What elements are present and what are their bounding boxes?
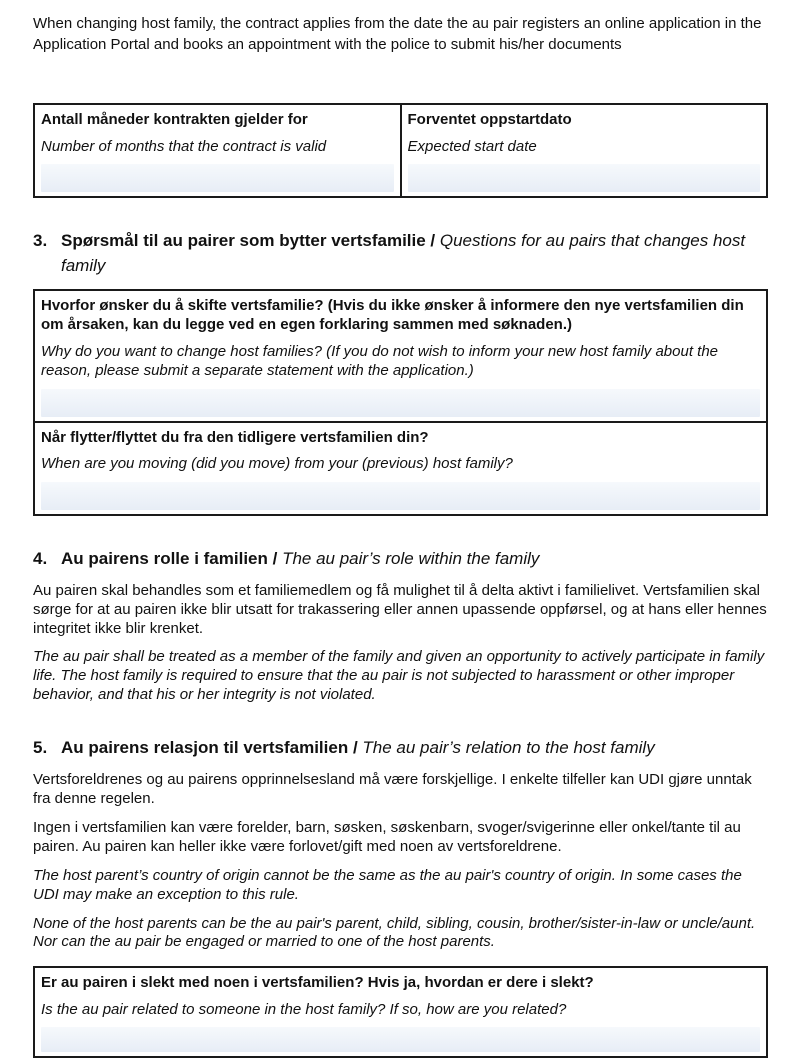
move-date-input[interactable] xyxy=(41,482,760,510)
related-question-en: Is the au pair related to someone in the host family? If so, how are you related? xyxy=(41,1000,567,1018)
section-5-number: 5. xyxy=(33,738,48,758)
contract-months-cell xyxy=(34,104,401,197)
section-4-number: 4. xyxy=(33,548,48,568)
section-3-title-separator: / xyxy=(425,231,440,251)
start-date-cell xyxy=(401,104,768,197)
start-date-label-no: Forventet oppstartdato xyxy=(407,111,572,129)
section-3-question-table xyxy=(33,289,768,516)
section-4-title-separator: / xyxy=(267,548,283,568)
section-5-paragraph-1-en: The host parent’s country of origin cannot be the same as the au pair's country of origin. In some cases the UDI may make an exception to this rule. xyxy=(33,866,742,903)
section-4-heading xyxy=(33,547,768,571)
intro-paragraph: When changing host family, the contract applies from the date the au pair registers an online application in the Application Portal and books an appointment with the police to submit his/her documents xyxy=(33,15,762,53)
move-date-question-row xyxy=(34,422,767,515)
section-4-title xyxy=(61,547,768,571)
section-5-question-table xyxy=(33,966,768,1058)
contract-months-input[interactable] xyxy=(41,164,394,192)
section-4-paragraph-en: The au pair shall be treated as a member of the family and given an opportunity to actively participate in family life. The host family is required to ensure that the au pair is not subjected to harassment or other improper behavior, and that his or her integrity is not violated. xyxy=(33,648,765,704)
related-question-row xyxy=(34,967,767,1057)
section-5-paragraph-2-en: None of the host parents can be the au pair's parent, child, sibling, cousin, brother/sister-in-law or uncle/aunt. Nor can the au pair be engaged or married to one of the host parents. xyxy=(33,914,756,951)
start-date-input[interactable] xyxy=(408,164,761,192)
contract-months-label-no: Antall måneder kontrakten gjelder for xyxy=(41,111,308,129)
change-family-question-row xyxy=(34,290,767,422)
change-family-question-en: Why do you want to change host families? (If you do not wish to inform your new host family about the reason, please submit a separate statement with the application.) xyxy=(41,342,719,380)
section-3-title xyxy=(61,229,768,277)
section-3-number: 3. xyxy=(33,231,48,251)
section-3-title-no: Spørsmål til au pairer som bytter vertsfamilie xyxy=(61,231,426,251)
section-5-paragraph-2-no: Ingen i vertsfamilien kan være forelder, barn, søsken, søskenbarn, svoger/svigerinne eller onkel/tante til au pairen. Au pairen kan heller ikke være forlovet/gift med noen av vertsforeldrene. xyxy=(33,819,741,855)
change-family-reason-input[interactable] xyxy=(41,389,760,417)
contract-duration-table xyxy=(33,103,768,198)
change-family-question-no: Hvorfor ønsker du å skifte vertsfamilie? (Hvis du ikke ønsker å informere den nye vertsfamilien din om årsaken, kan du legge ved en egen forklaring sammen med søknaden.) xyxy=(41,296,744,334)
section-3-title-en: Questions for au pairs that changes host family xyxy=(61,231,746,275)
move-date-question-no: Når flytter/flyttet du fra den tidligere vertsfamilien din? xyxy=(41,428,429,446)
contract-months-label-en: Number of months that the contract is valid xyxy=(41,137,327,155)
section-3-heading xyxy=(33,229,768,277)
section-5-paragraph-1-no: Vertsforeldrenes og au pairens opprinnelsesland må være forskjellige. I enkelte tilfeller kan UDI gjøre unntak fra denne regelen. xyxy=(33,771,752,808)
move-date-question-cell xyxy=(34,422,767,515)
related-question-input[interactable] xyxy=(41,1027,760,1052)
section-4-title-no: Au pairens rolle i familien xyxy=(61,548,268,568)
section-5-heading xyxy=(33,736,768,760)
section-5-title-separator: / xyxy=(348,738,363,758)
change-family-question-cell xyxy=(34,290,767,422)
section-5-title-no: Au pairens relasjon til vertsfamilien xyxy=(61,738,349,758)
move-date-question-en: When are you moving (did you move) from your (previous) host family? xyxy=(41,455,513,473)
section-5-title-en: The au pair’s relation to the host family xyxy=(362,738,655,758)
start-date-label-en: Expected start date xyxy=(407,137,537,155)
table-row xyxy=(34,104,767,197)
section-5-title xyxy=(61,736,768,760)
related-question-no: Er au pairen i slekt med noen i vertsfamilien? Hvis ja, hvordan er dere i slekt? xyxy=(41,974,594,992)
section-4-paragraph-no: Au pairen skal behandles som et familiemedlem og få mulighet til å delta aktivt i familielivet. Vertsfamilien skal sørge for at au pairen ikke blir utsatt for trakassering eller annen upassende oppførsel, og at hans eller hennes integritet ikke blir krenket. xyxy=(33,581,767,637)
related-question-cell xyxy=(34,967,767,1057)
section-4-title-en: The au pair’s role within the family xyxy=(282,548,540,568)
